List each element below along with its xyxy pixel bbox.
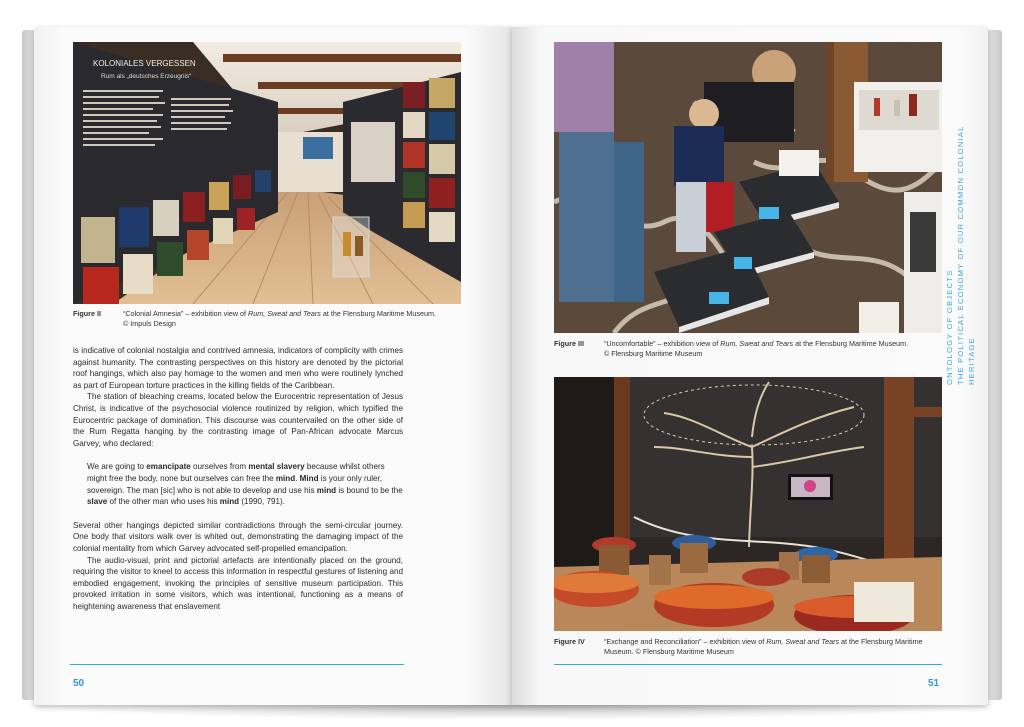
garvey-quote xyxy=(87,461,403,507)
exchange-illustration xyxy=(554,377,942,631)
paragraph-4: The audio-visual, print and pictorial artefacts are intentionally placed on the ground, requiring the visitor to kneel to access this information in respectful gestures of listening and embodied engagement, invoking the principles of sensitive museum participation. This provoked irritation in some visitors, which was intentional, functioning as a means of heightening awareness that enslavement xyxy=(73,555,403,611)
book-edge-right xyxy=(988,30,1002,700)
quote-text-3: because whilst others might free the body, none but ourselves can free the xyxy=(87,462,385,483)
quote-text-4: . xyxy=(295,473,300,483)
left-page-number: 50 xyxy=(73,678,85,689)
quote-text-1: We are going to xyxy=(87,462,147,472)
quote-bold-4: Mind xyxy=(299,473,319,483)
figure-3-caption-b: at the Flensburg Maritime Museum. xyxy=(793,339,909,348)
figure-4-caption xyxy=(554,637,954,656)
quote-bold-5: mind xyxy=(316,485,337,495)
paragraph-1: is indicative of colonial nostalgia and contrived amnesia, indicators of complicity with crimes against humanity. The contrasting perspectives on this history are denoted by the pictorial roof hangings, which also pay homage to the women and men who were routinely lynched as part of European torture practices in the killing fields of the Caribbean. xyxy=(73,346,403,390)
quote-bold-3: mind xyxy=(275,473,296,483)
figure-2-label: Figure II xyxy=(73,309,101,318)
figure-2-photo xyxy=(73,42,461,304)
right-page-number: 51 xyxy=(928,678,940,689)
running-title-2: THE POLITICAL ECONOMY OF OUR COMMON COLONIAL HERITAGE xyxy=(956,125,976,385)
quote-text-8: (1990, 791). xyxy=(239,497,285,507)
paragraph-3: Several other hangings depicted similar contradictions through the semi-circular journey. One body that visitors walk over is whited out, demonstrating the damaging impact of the colonial mentality from which Garvey advocated self-propelled emancipation. xyxy=(73,520,403,553)
figure-2-caption-b: at the Flensburg Maritime Museum. xyxy=(320,309,436,318)
figure-2-caption-title: Rum, Sweat and Tears xyxy=(248,309,321,318)
wall-heading-2: Rum als „deutsches Erzeugnis“ xyxy=(101,73,192,80)
figure-4-label: Figure IV xyxy=(554,637,585,646)
quote-text-2: ourselves from xyxy=(190,462,249,472)
running-title-1: ONTOLOGY OF OBJECTS xyxy=(945,269,954,385)
figure-3-label: Figure III xyxy=(554,339,584,348)
quote-bold-1: emancipate xyxy=(146,462,191,472)
uncomfortable-illustration xyxy=(554,42,942,333)
right-footer-rule xyxy=(554,664,942,665)
left-footer-rule xyxy=(70,664,404,665)
figure-3-caption-title: Rum, Sweat and Tears xyxy=(720,339,794,348)
running-title xyxy=(944,75,976,385)
figure-2-caption xyxy=(73,309,473,328)
quote-text-7: of the other man who uses his xyxy=(107,497,220,507)
quote-bold-7: mind xyxy=(219,497,240,507)
quote-bold-2: mental slavery xyxy=(248,462,305,472)
figure-4-caption-b: at the Flensburg Maritime xyxy=(839,637,923,646)
figure-4-caption-title: Rum, Sweat and Tears xyxy=(766,637,840,646)
figure-4-caption-a: “Exchange and Reconciliation” – exhibition view of xyxy=(604,637,767,646)
quote-text-6: is bound to be the xyxy=(336,485,403,495)
figure-4-photo xyxy=(554,377,942,631)
figure-4-caption-c: Museum. © Flensburg Maritime Museum xyxy=(604,646,734,656)
figure-3-photo xyxy=(554,42,942,333)
left-body-text xyxy=(73,345,403,612)
figure-2-credit: © Impuls Design xyxy=(123,318,176,328)
quote-text-5: is your only ruler, sovereign. The man [sic] who is not able to develop and use his xyxy=(87,473,382,495)
figure-3-credit: © Flensburg Maritime Museum xyxy=(604,348,703,358)
quote-bold-6: slave xyxy=(87,497,108,507)
figure-3-caption xyxy=(554,339,954,358)
corridor-illustration xyxy=(73,42,461,304)
figure-2-caption-a: “Colonial Amnesia” – exhibition view of xyxy=(123,309,249,318)
paragraph-2: The station of bleaching creams, located below the Eurocentric representation of Jesus Christ, is indicative of the psychosocial violence routinized by religion, which typified the Eurocentric package of domination. This discourse was countervailed on the other side of the Rum Regatta hanging by the contrasting image of Pan-African advocate Marcus Garvey, who declared: xyxy=(73,392,403,448)
figure-3-caption-a: “Uncomfortable” – exhibition view of xyxy=(604,339,721,348)
wall-heading-1: KOLONIALES VERGESSEN xyxy=(93,59,196,68)
